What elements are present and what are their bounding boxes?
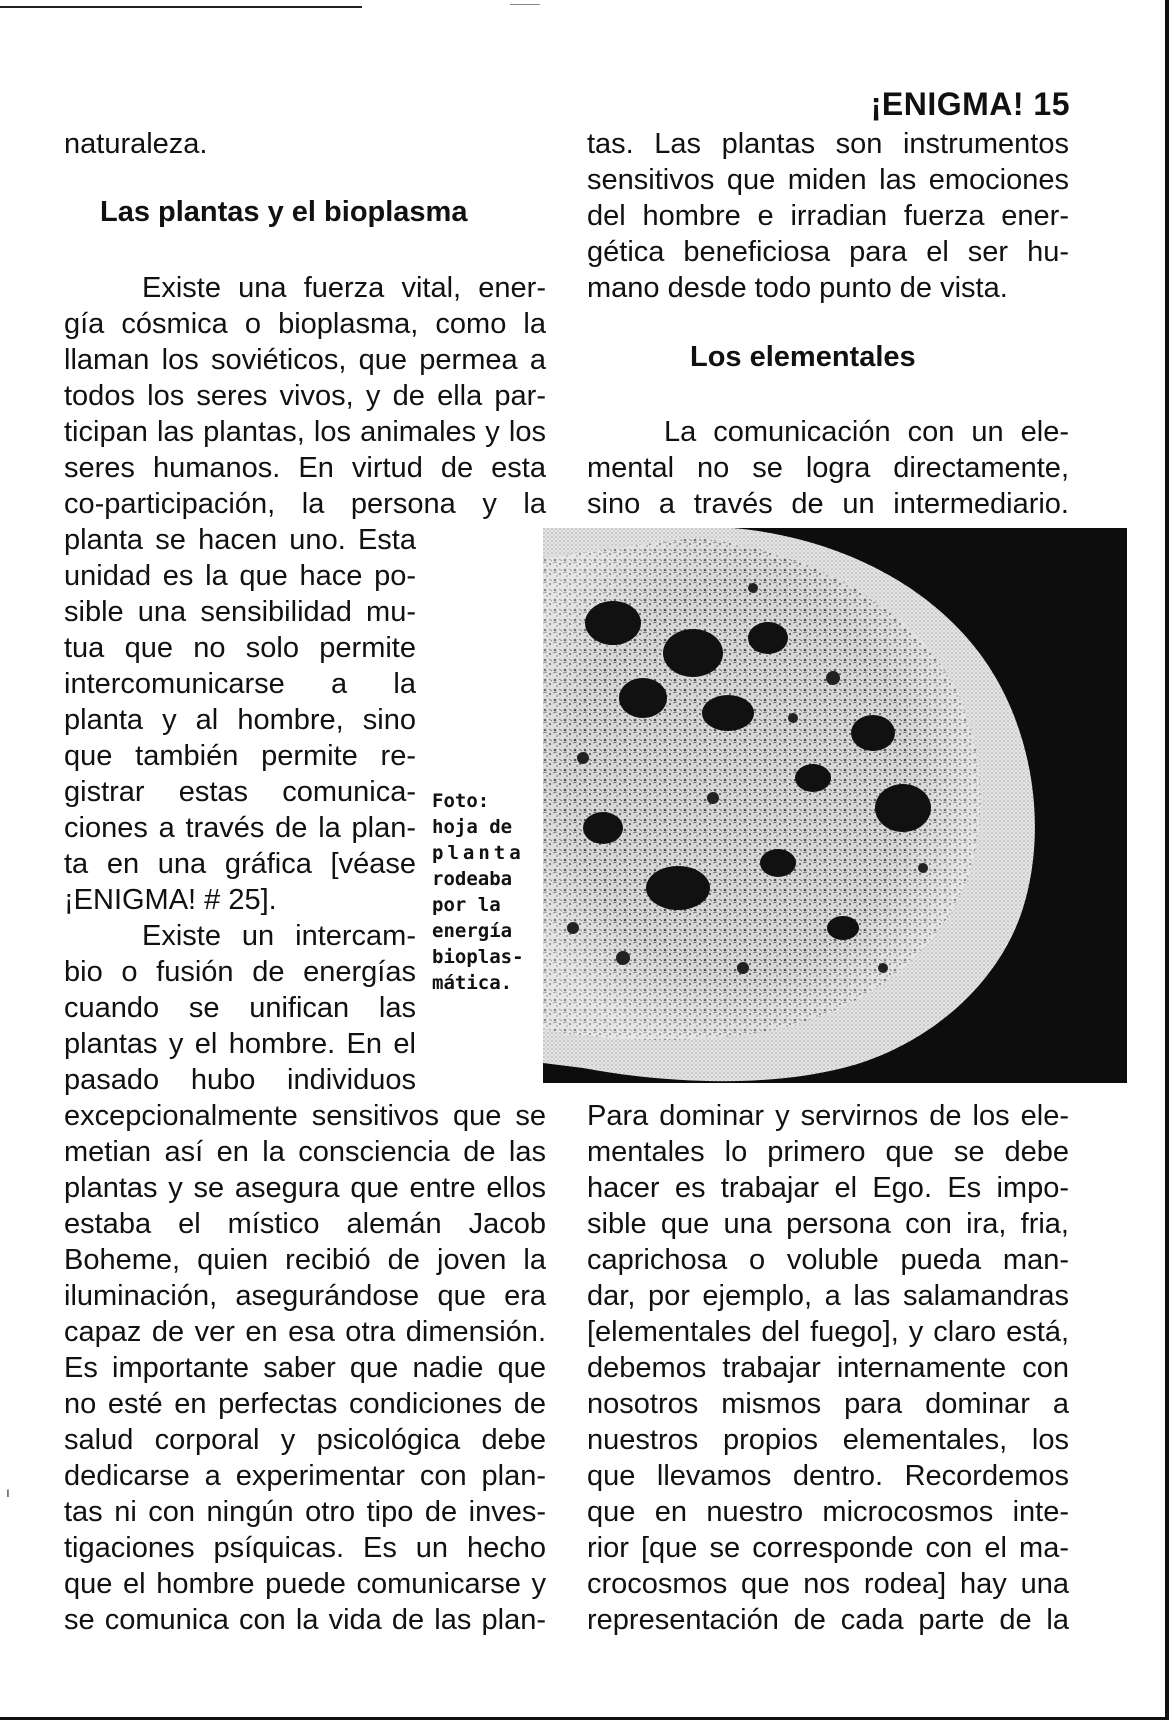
- text-line: nuestros propios elementales, los: [587, 1424, 1069, 1456]
- text-line: tua que no solo permite: [64, 632, 416, 664]
- text-line: Boheme, quien recibió de joven la: [64, 1244, 546, 1276]
- text-line: ta en una gráfica [véase: [64, 848, 416, 880]
- text-line: estaba el místico alemán Jacob: [64, 1208, 546, 1240]
- text-line: que llevamos dentro. Recordemos: [587, 1460, 1069, 1492]
- text-line: Existe un intercam-: [142, 920, 416, 952]
- text-line: gética beneficiosa para el ser hu-: [587, 236, 1069, 268]
- text-line: excepcionalmente sensitivos que se: [64, 1100, 546, 1132]
- text-line: planta y al hombre, sino: [64, 704, 416, 736]
- text-line: bio o fusión de energías: [64, 956, 416, 988]
- top-mark: [510, 4, 540, 5]
- text-line: unidad es la que hace po-: [64, 560, 416, 592]
- text-line: representación de cada parte de la: [587, 1604, 1069, 1636]
- text-line: ticipan las plantas, los animales y los: [64, 416, 546, 448]
- text-line: intercomunicarse a la: [64, 668, 416, 700]
- text-line: co-participación, la persona y la: [64, 488, 546, 520]
- text-line: seres humanos. En virtud de esta: [64, 452, 546, 484]
- text-line: nosotros mismos para dominar a: [587, 1388, 1069, 1420]
- top-rule: [0, 6, 362, 8]
- caption-line: energía: [432, 920, 513, 942]
- text-line: naturaleza.: [64, 128, 208, 160]
- text-line: que el hombre puede comunicarse y: [64, 1568, 546, 1600]
- text-line: mano desde todo punto de vista.: [587, 272, 1008, 304]
- text-line: debemos trabajar internamente con: [587, 1352, 1069, 1384]
- text-line: [elementales del fuego], y claro está,: [587, 1316, 1069, 1348]
- page-edge-right: [1165, 0, 1169, 1720]
- text-line: plantas y se asegura que entre ellos: [64, 1172, 546, 1204]
- text-line: dedicarse a experimentar con plan-: [64, 1460, 546, 1492]
- text-line: del hombre e irradian fuerza ener-: [587, 200, 1069, 232]
- text-line: tas. Las plantas son instrumentos: [587, 128, 1069, 160]
- text-line: ¡ENIGMA! # 25].: [64, 884, 277, 916]
- caption-line: rodeaba: [432, 868, 513, 890]
- text-line: La comunicación con un ele-: [664, 416, 1069, 448]
- section-heading-elementales: Los elementales: [690, 341, 916, 373]
- text-line: gía cósmica o bioplasma, como la: [64, 308, 546, 340]
- text-line: todos los seres vivos, y de ella par-: [64, 380, 546, 412]
- text-line: sible una sensibilidad mu-: [64, 596, 416, 628]
- margin-mark: ı: [6, 1484, 10, 1500]
- page-header: ¡ENIGMA! 15: [870, 86, 1070, 122]
- text-line: plantas y el hombre. En el: [64, 1028, 416, 1060]
- text-line: dar, por ejemplo, a las salamandras: [587, 1280, 1069, 1312]
- text-line: planta se hacen uno. Esta: [64, 524, 416, 556]
- text-line: pasado hubo individuos: [64, 1064, 416, 1096]
- text-line: Es importante saber que nadie que: [64, 1352, 546, 1384]
- text-line: cuando se unifican las: [64, 992, 416, 1024]
- text-line: crocosmos que nos rodea] hay una: [587, 1568, 1069, 1600]
- text-line: se comunica con la vida de las plan-: [64, 1604, 546, 1636]
- text-line: sensitivos que miden las emociones: [587, 164, 1069, 196]
- section-heading-bioplasma: Las plantas y el bioplasma: [100, 196, 468, 228]
- text-line: hacer es trabajar el Ego. Es impo-: [587, 1172, 1069, 1204]
- text-line: tigaciones psíquicas. Es un hecho: [64, 1532, 546, 1564]
- text-line: sino a través de un intermediario.: [587, 488, 1069, 520]
- caption-line: planta: [432, 842, 525, 864]
- caption-line: bioplas-: [432, 946, 524, 968]
- text-line: salud corporal y psicológica debe: [64, 1424, 546, 1456]
- caption-line: Foto:: [432, 790, 490, 812]
- text-line: sible que una persona con ira, fria,: [587, 1208, 1069, 1240]
- leaf-aura-illustration: [543, 528, 1127, 1083]
- text-line: que en nuestro microcosmos inte-: [587, 1496, 1069, 1528]
- text-line: Existe una fuerza vital, ener-: [142, 272, 546, 304]
- text-line: mentales lo primero que se debe: [587, 1136, 1069, 1168]
- text-line: rior [que se corresponde con el ma-: [587, 1532, 1069, 1564]
- text-line: no esté en perfectas condiciones de: [64, 1388, 546, 1420]
- text-line: ciones a través de la plan-: [64, 812, 416, 844]
- bioplasma-leaf-photo: [543, 528, 1127, 1083]
- text-line: tas ni con ningún otro tipo de inves-: [64, 1496, 546, 1528]
- text-line: gistrar estas comunica-: [64, 776, 416, 808]
- caption-line: por la: [432, 894, 501, 916]
- text-line: metian así en la consciencia de las: [64, 1136, 546, 1168]
- text-line: capaz de ver en esa otra dimensión.: [64, 1316, 546, 1348]
- text-line: llaman los soviéticos, que permea a: [64, 344, 546, 376]
- text-line: mental no se logra directamente,: [587, 452, 1069, 484]
- text-line: caprichosa o voluble pueda man-: [587, 1244, 1069, 1276]
- caption-line: mática.: [432, 972, 513, 994]
- photo-caption: [432, 788, 528, 996]
- text-line: iluminación, asegurándose que era: [64, 1280, 546, 1312]
- caption-line: hoja de: [432, 816, 513, 838]
- text-line: Para dominar y servirnos de los ele-: [587, 1100, 1069, 1132]
- text-line: que también permite re-: [64, 740, 416, 772]
